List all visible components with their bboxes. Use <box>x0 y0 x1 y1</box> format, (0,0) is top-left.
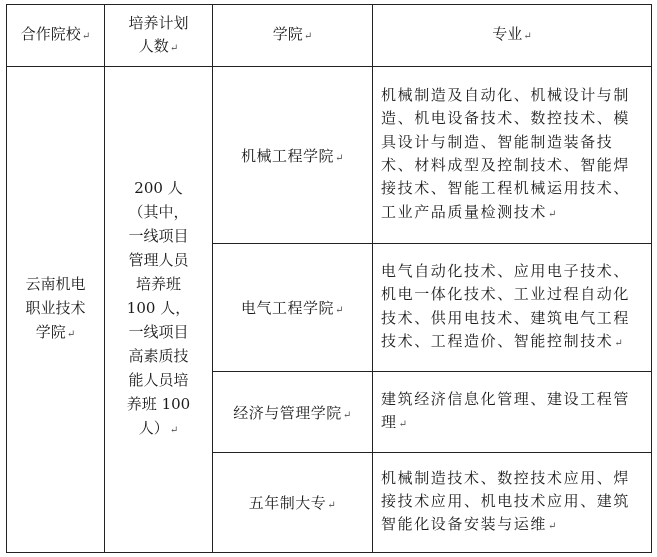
header-plan: 培养计划 人数↵ <box>105 5 213 67</box>
school-cell: 云南机电 职业技术 学院↵ <box>7 67 105 553</box>
college-cell: 机械工程学院↵ <box>213 67 373 244</box>
paragraph-mark-icon: ↵ <box>335 305 344 316</box>
paragraph-mark-icon: ↵ <box>303 31 313 42</box>
paragraph-mark-icon: ↵ <box>169 42 179 54</box>
paragraph-mark-icon: ↵ <box>66 329 76 340</box>
header-school: 合作院校↵ <box>7 5 105 67</box>
cooperation-table <box>6 4 652 553</box>
header-major: 专业↵ <box>373 5 652 67</box>
paragraph-mark-icon: ↵ <box>335 152 344 164</box>
paragraph-mark-icon: ↵ <box>614 337 625 349</box>
paragraph-mark-icon: ↵ <box>169 425 179 436</box>
table-row <box>7 67 652 244</box>
header-college: 学院↵ <box>213 5 373 67</box>
paragraph-mark-icon: ↵ <box>81 31 91 42</box>
header-row <box>7 5 652 67</box>
paragraph-mark-icon: ↵ <box>327 500 337 511</box>
plan-cell: 200 人 （其中， 一线项目 管理人员 培养班 100 人， 一线项目 高素质技 能人员培 养班 100 人）↵ <box>105 67 213 553</box>
college-cell: 电气工程学院↵ <box>213 244 373 372</box>
college-cell: 经济与管理学院↵ <box>213 372 373 453</box>
majors-cell: 机械制造技术、数控技术应用、焊接技术应用、机电技术应用、建筑智能化设备安装与运维↵ <box>373 453 652 553</box>
majors-cell: 建筑经济信息化管理、建设工程管理↵ <box>373 372 652 453</box>
paragraph-mark-icon: ↵ <box>398 419 409 430</box>
paragraph-mark-icon: ↵ <box>342 409 352 421</box>
college-cell: 五年制大专↵ <box>213 453 373 553</box>
paragraph-mark-icon: ↵ <box>548 521 558 533</box>
paragraph-mark-icon: ↵ <box>548 208 558 220</box>
paragraph-mark-icon: ↵ <box>523 31 532 42</box>
majors-cell: 电气自动化技术、应用电子技术、机电一体化技术、工业过程自动化技术、供用电技术、建筑电气工程技术、工程造价、智能控制技术↵ <box>373 244 652 372</box>
majors-cell: 机械制造及自动化、机械设计与制造、机电设备技术、数控技术、模具设计与制造、智能制造装备技术、材料成型及控制技术、智能焊接技术、智能工程机械运用技术、工业产品质量检测技术↵ <box>373 67 652 244</box>
